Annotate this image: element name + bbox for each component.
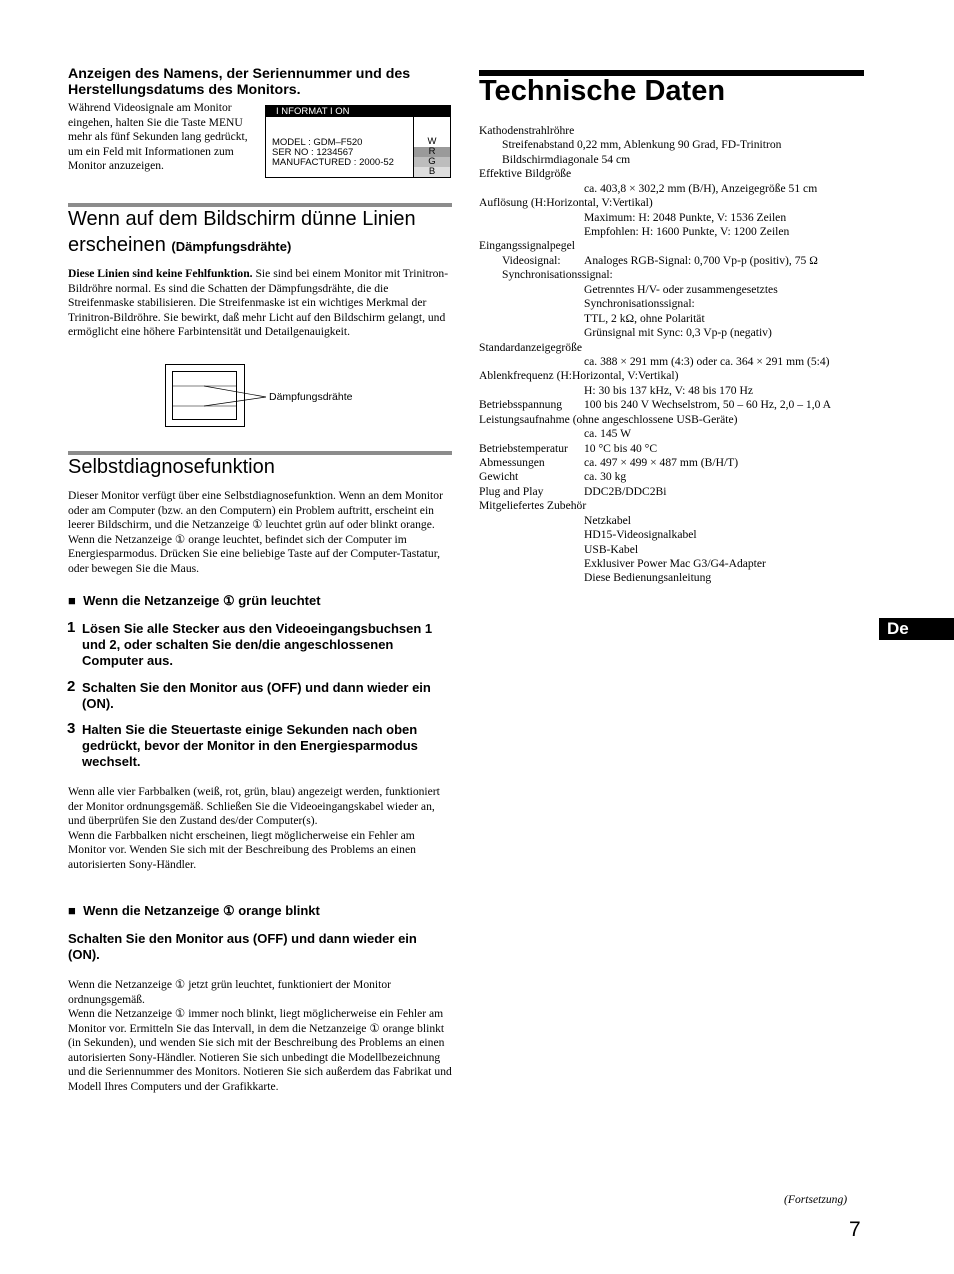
spec-value: ca. 403,8 × 302,2 mm (B/H), Anzeigegröße 51 cm — [584, 182, 818, 195]
color-bar-red: R — [414, 147, 450, 157]
spec-label: Ablenkfrequenz (H:Horizontal, V:Vertikal) — [479, 369, 679, 382]
spec-value: Exklusiver Power Mac G3/G4-Adapter — [584, 557, 766, 570]
information-box-manufactured: MANUFACTURED : 2000-52 — [272, 157, 394, 168]
info-text: Während Videosignale am Monitor eingehen, halten Sie die Taste MENU mehr als fünf Sekunden lang gedrückt, um ein Feld mit Informationen zum Monitor anzuzeigen. — [68, 101, 248, 172]
figure-label: Dämpfungsdrähte — [269, 391, 353, 403]
selfdiag-heading: Selbstdiagnosefunktion — [68, 456, 275, 478]
page-title: Technische Daten — [479, 75, 726, 107]
information-box-title: I NFORMAT I ON — [266, 106, 450, 117]
spec-label: Plug and Play — [479, 485, 544, 498]
spec-value: Netzkabel — [584, 514, 631, 527]
spec-sublabel: Synchronisationssignal: — [502, 268, 613, 281]
spec-label: Abmessungen — [479, 456, 545, 469]
spec-label: Kathodenstrahlröhre — [479, 124, 575, 137]
spec-label: Gewicht — [479, 470, 519, 483]
spec-label: Betriebsspannung — [479, 398, 563, 411]
green-result-2: Wenn die Farbbalken nicht erscheinen, liegt möglicherweise ein Fehler am Monitor vor. Wenden Sie sich mit der Beschreibung des Problems an einen autorisierten Sony-Händler. — [68, 828, 416, 871]
language-tab: De — [879, 618, 954, 640]
spec-value: Maximum: H: 2048 Punkte, V: 1536 Zeilen — [584, 211, 787, 224]
step-text: Halten Sie die Steuertaste einige Sekunden nach oben gedrückt, bevor der Monitor in den Energiesparmodus wechselt. — [82, 722, 418, 769]
lines-heading — [68, 206, 452, 260]
color-bar-blue: B — [414, 167, 450, 177]
step-number: 1 — [67, 619, 76, 636]
orange-heading: ■ Wenn die Netzanzeige ① orange blinkt — [68, 903, 320, 918]
spec-value: Streifenabstand 0,22 mm, Ablenkung 90 Grad, FD-Trinitron — [502, 138, 782, 151]
information-box — [265, 105, 451, 178]
spec-value: DDC2B/DDC2Bi — [584, 485, 667, 498]
spec-value: Empfohlen: H: 1600 Punkte, V: 1200 Zeilen — [584, 225, 790, 238]
spec-value: H: 30 bis 137 kHz, V: 48 bis 170 Hz — [584, 384, 753, 397]
green-result-1: Wenn alle vier Farbbalken (weiß, rot, grün, blau) angezeigt werden, funktioniert der Monitor ordnungsgemäß. Schließen Sie die Videoeingangskabel wieder an, und überprüfen Sie den Zustand des/der Computer(s). — [68, 785, 440, 827]
orange-result-1: Wenn die Netzanzeige ① jetzt grün leuchtet, funktioniert der Monitor ordnungsgemäß. — [68, 978, 392, 1006]
spec-value: ca. 388 × 291 mm (4:3) oder ca. 364 × 291 mm (5:4) — [584, 355, 830, 368]
spec-value: 10 °C bis 40 °C — [584, 442, 658, 455]
spec-label: Leistungsaufnahme (ohne angeschlossene USB-Geräte) — [479, 413, 738, 426]
page-number: 7 — [849, 1218, 861, 1241]
selfdiag-text: Dieser Monitor verfügt über eine Selbstdiagnosefunktion. Wenn an dem Monitor oder am Computer (bzw. an den Computern) ein Problem auftritt, erscheint ein leerer Bildschirm, und die Netzanzeige ① leuchtet grün auf oder blinkt orange. Wenn die Netzanzeige ① orange leuchtet, befindet sich der Computer im Energiesparmodus. Drücken Sie eine beliebige Taste auf der Computer-Tastatur, oder bewegen Sie die Maus. — [68, 489, 443, 575]
spec-value: Bildschirmdiagonale 54 cm — [502, 153, 631, 166]
spec-value: Getrenntes H/V- oder zusammengesetztes — [584, 283, 778, 296]
step-text: Lösen Sie alle Stecker aus den Videoeingangsbuchsen 1 und 2, oder schalten Sie den/die angeschlossenen Computer aus. — [82, 621, 433, 668]
screen-outline — [173, 372, 237, 420]
spec-value: Diese Bedienungsanleitung — [584, 571, 712, 584]
info-heading: Anzeigen des Namens, der Seriennummer und des Herstellungsdatums des Monitors. — [68, 66, 411, 98]
spec-value: Analoges RGB-Signal: 0,700 Vp-p (positiv), 75 Ω — [584, 254, 818, 267]
lines-heading-sub: (Dämpfungsdrähte) — [171, 239, 292, 254]
green-heading: ■ Wenn die Netzanzeige ① grün leuchtet — [68, 593, 321, 608]
spec-value: Grünsignal mit Sync: 0,3 Vp-p (negativ) — [584, 326, 772, 339]
spec-label: Auflösung (H:Horizontal, V:Vertikal) — [479, 196, 653, 209]
lines-text-body: Sie sind bei einem Monitor mit Trinitron-Bildröhre normal. Es sind die Schatten der Dämpfungsdrähte, die die Streifenmaske stabilisieren. Die Streifenmaske ist ein wichtiges Merkmal der Trinitron-Bildröhre. Sie bewirkt, daß mehr Licht auf den Bildschirm gelangt, und ermöglicht eine höhere Farbintensität und Detailgenauigkeit. — [68, 267, 449, 338]
spec-value: ca. 145 W — [584, 427, 632, 440]
spec-value: USB-Kabel — [584, 543, 639, 556]
green-result-text — [68, 785, 452, 872]
color-bar-green: G — [414, 157, 450, 167]
step-number: 2 — [67, 678, 76, 695]
spec-sublabel: Videosignal: — [502, 254, 561, 267]
step-number: 3 — [67, 720, 76, 737]
lines-heading-main: Wenn auf dem Bildschirm dünne Linien erscheinen — [68, 208, 416, 256]
color-bar-white: W — [414, 137, 450, 147]
spec-value: HD15-Videosignalkabel — [584, 528, 697, 541]
spec-label: Eingangssignalpegel — [479, 239, 575, 252]
spec-label: Betriebstemperatur — [479, 442, 568, 455]
information-box-model: MODEL : GDM–F520 — [272, 137, 363, 148]
spec-value: Synchronisationssignal: — [584, 297, 695, 310]
information-box-serial: SER NO : 1234567 — [272, 147, 354, 158]
spec-value: ca. 30 kg — [584, 470, 627, 483]
spec-value: TTL, 2 kΩ, ohne Polarität — [584, 312, 705, 325]
spec-value: ca. 497 × 499 × 487 mm (B/H/T) — [584, 456, 739, 469]
spec-label: Effektive Bildgröße — [479, 167, 572, 180]
orange-step: Schalten Sie den Monitor aus (OFF) und dann wieder ein (ON). — [68, 931, 417, 962]
step-text: Schalten Sie den Monitor aus (OFF) und dann wieder ein (ON). — [82, 680, 431, 711]
orange-result-text — [68, 978, 452, 1094]
continued-note: (Fortsetzung) — [784, 1193, 848, 1206]
spec-label: Mitgeliefertes Zubehör — [479, 499, 587, 512]
lines-text — [68, 267, 452, 340]
spec-value: 100 bis 240 V Wechselstrom, 50 – 60 Hz, 2,0 – 1,0 A — [584, 398, 832, 411]
spec-label: Standardanzeigegröße — [479, 341, 583, 354]
orange-result-2: Wenn die Netzanzeige ① immer noch blinkt, liegt möglicherweise ein Fehler am Monitor vor. Ermitteln Sie das Intervall, in dem die Netzanzeige ① orange blinkt (in Sekunden), und wenden Sie sich mit der Beschreibung des Problems an einen autorisierten Sony-Händler. Notieren Sie sich unbedingt die Modellbezeichnung und die Seriennummer des Monitors. Notieren Sie sich außerdem das Fabrikat und Modell Ihres Computers und der Grafikkarte. — [68, 1007, 452, 1093]
lines-text-bold: Diese Linien sind keine Fehlfunktion. — [68, 267, 253, 280]
